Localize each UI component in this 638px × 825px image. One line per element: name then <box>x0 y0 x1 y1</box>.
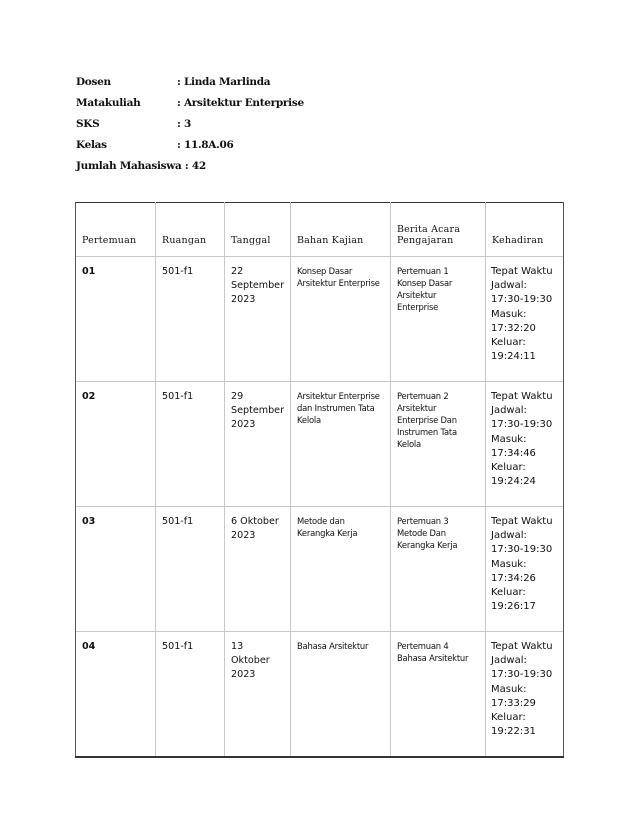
cell-pertemuan: 02 <box>76 382 156 507</box>
kehadiran-jadwal: 17:30-19:30 <box>491 294 553 306</box>
kehadiran-jadwal-label: Jadwal: <box>491 530 527 542</box>
info-kelas-label: Kelas <box>76 139 107 151</box>
cell-ruangan: 501-f1 <box>156 507 225 632</box>
kehadiran-keluar: 19:22:31 <box>491 726 536 738</box>
kehadiran-masuk: 17:32:20 <box>491 322 536 334</box>
cell-kehadiran <box>486 632 564 758</box>
course-info <box>76 76 304 181</box>
attendance-table <box>75 202 564 758</box>
table-row <box>76 632 564 758</box>
header-ruangan: Ruangan <box>156 203 225 257</box>
cell-pertemuan: 04 <box>76 632 156 758</box>
kehadiran-status: Tepat Waktu <box>491 641 553 652</box>
cell-kehadiran <box>486 382 564 507</box>
cell-bahan-kajian: Arsitektur Enterprise dan Instrumen Tata Kelola <box>291 382 391 507</box>
cell-tanggal: 6 Oktober 2023 <box>225 507 291 632</box>
info-kelas-value: : 11.8A.06 <box>177 139 234 151</box>
cell-berita-acara: Pertemuan 2 Arsitektur Enterprise Dan Instrumen Tata Kelola <box>391 382 486 507</box>
cell-bahan-kajian: Metode dan Kerangka Kerja <box>291 507 391 632</box>
info-dosen-label: Dosen <box>76 76 111 88</box>
kehadiran-jadwal: 17:30-19:30 <box>491 669 553 681</box>
kehadiran-jadwal: 17:30-19:30 <box>491 419 553 431</box>
header-tanggal: Tanggal <box>225 203 291 257</box>
kehadiran-keluar-label: Keluar: <box>491 587 526 599</box>
kehadiran-masuk-label: Masuk: <box>491 683 527 695</box>
info-dosen <box>76 76 271 97</box>
kehadiran-masuk-label: Masuk: <box>491 558 527 570</box>
kehadiran-masuk-label: Masuk: <box>491 433 527 445</box>
kehadiran-jadwal: 17:30-19:30 <box>491 544 553 556</box>
table-row <box>76 382 564 507</box>
kehadiran-keluar-label: Keluar: <box>491 337 526 349</box>
cell-berita-acara: Pertemuan 4 Bahasa Arsitektur <box>391 632 486 758</box>
kehadiran-jadwal-label: Jadwal: <box>491 655 527 667</box>
cell-ruangan: 501-f1 <box>156 382 225 507</box>
cell-tanggal: 22 September 2023 <box>225 257 291 382</box>
info-sks <box>76 118 206 139</box>
cell-pertemuan: 03 <box>76 507 156 632</box>
kehadiran-masuk: 17:34:26 <box>491 572 536 584</box>
header-berita-acara: Berita Acara Pengajaran <box>391 203 486 257</box>
cell-ruangan: 501-f1 <box>156 257 225 382</box>
kehadiran-jadwal-label: Jadwal: <box>491 280 527 292</box>
cell-tanggal: 29 September 2023 <box>225 382 291 507</box>
info-jumlah <box>76 160 206 181</box>
cell-bahan-kajian: Bahasa Arsitektur <box>291 632 391 758</box>
info-matakuliah <box>76 97 304 118</box>
kehadiran-status: Tepat Waktu <box>491 266 553 277</box>
kehadiran-masuk: 17:33:29 <box>491 697 536 709</box>
cell-berita-acara: Pertemuan 1 Konsep Dasar Arsitektur Enterprise <box>391 257 486 382</box>
info-sks-value: : 3 <box>177 118 191 130</box>
kehadiran-status: Tepat Waktu <box>491 391 553 402</box>
info-matakuliah-value: : Arsitektur Enterprise <box>177 97 304 109</box>
header-bahan-kajian: Bahan Kajian <box>291 203 391 257</box>
kehadiran-keluar: 19:24:11 <box>491 351 536 363</box>
cell-kehadiran <box>486 257 564 382</box>
kehadiran-keluar-label: Keluar: <box>491 462 526 474</box>
cell-ruangan: 501-f1 <box>156 632 225 758</box>
table-row <box>76 507 564 632</box>
info-jumlah-value: : 42 <box>182 160 206 181</box>
kehadiran-keluar: 19:26:17 <box>491 601 536 613</box>
kehadiran-masuk: 17:34:46 <box>491 447 536 459</box>
kehadiran-keluar-label: Keluar: <box>491 712 526 724</box>
table-header-row <box>76 203 564 257</box>
cell-pertemuan: 01 <box>76 257 156 382</box>
header-kehadiran: Kehadiran <box>486 203 564 257</box>
info-kelas <box>76 139 234 160</box>
table-row <box>76 257 564 382</box>
cell-bahan-kajian: Konsep Dasar Arsitektur Enterprise <box>291 257 391 382</box>
kehadiran-masuk-label: Masuk: <box>491 308 527 320</box>
info-dosen-value: : Linda Marlinda <box>177 76 270 88</box>
info-sks-label: SKS <box>76 118 100 130</box>
header-pertemuan: Pertemuan <box>76 203 156 257</box>
cell-berita-acara: Pertemuan 3 Metode Dan Kerangka Kerja <box>391 507 486 632</box>
info-jumlah-label: Jumlah Mahasiswa <box>76 160 182 172</box>
info-matakuliah-label: Matakuliah <box>76 97 141 109</box>
cell-kehadiran <box>486 507 564 632</box>
kehadiran-status: Tepat Waktu <box>491 516 553 527</box>
kehadiran-jadwal-label: Jadwal: <box>491 405 527 417</box>
kehadiran-keluar: 19:24:24 <box>491 476 536 488</box>
cell-tanggal: 13 Oktober 2023 <box>225 632 291 758</box>
